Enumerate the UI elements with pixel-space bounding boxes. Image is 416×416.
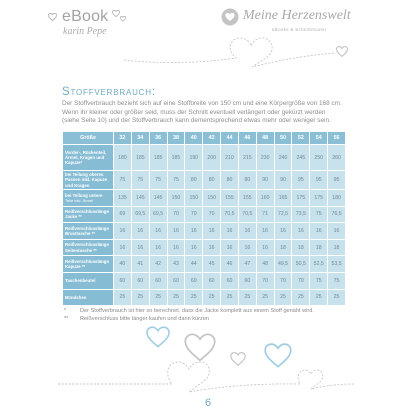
- table-cell: 43: [167, 256, 185, 273]
- table-cell: 25: [221, 289, 239, 306]
- table-cell: 25: [238, 289, 256, 306]
- table-cell: 16: [149, 223, 167, 240]
- table-cell: 16: [203, 239, 221, 256]
- table-cell: 70: [256, 272, 274, 289]
- dashed-heart-line: [58, 362, 354, 392]
- row-label-cell: [63, 272, 114, 289]
- table-row: [63, 272, 346, 289]
- table-cell: 95: [292, 171, 310, 190]
- table-cell: 25: [256, 289, 274, 306]
- footnote-text: Reißverschluss bitte länger kaufen und dann kürzen: [80, 316, 210, 322]
- table-row: [63, 223, 346, 240]
- table-cell: 69: [114, 206, 132, 223]
- row-label-cell: [63, 223, 114, 240]
- page-number: 6: [204, 397, 212, 409]
- table-cell: 69,5: [131, 206, 149, 223]
- size-column-header: 42: [203, 132, 221, 145]
- table-cell: 70: [203, 206, 221, 223]
- size-column-header: 54: [310, 132, 328, 145]
- table-body: [63, 145, 346, 306]
- heart-badge-icon: [225, 13, 234, 21]
- table-cell: 260: [328, 145, 346, 171]
- table-cell: 69,5: [149, 206, 167, 223]
- table-cell: 16: [256, 223, 274, 240]
- table-cell: 25: [114, 289, 132, 306]
- table-cell: 60: [238, 272, 256, 289]
- table-cell: 60: [114, 272, 132, 289]
- table-cell: 70: [274, 272, 292, 289]
- row-label-cell: [63, 145, 114, 171]
- table-cell: 75: [328, 272, 346, 289]
- table-header: [63, 132, 346, 145]
- table-cell: 70: [167, 206, 185, 223]
- table-row: [63, 171, 346, 190]
- table-cell: 240: [274, 145, 292, 171]
- size-header-label: Größe: [63, 132, 114, 145]
- row-label-cell: [63, 239, 114, 256]
- table-cell: 210: [221, 145, 239, 171]
- table-cell: 60: [203, 272, 221, 289]
- table-cell: 48: [256, 256, 274, 273]
- table-cell: 70,5: [221, 206, 239, 223]
- table-cell: 16: [221, 239, 239, 256]
- footnote-marker: **: [64, 316, 69, 322]
- table-cell: 150: [167, 190, 185, 207]
- heart-icon: [120, 16, 126, 21]
- table-cell: 145: [131, 190, 149, 207]
- table-cell: 44: [185, 256, 203, 273]
- table-cell: 16: [328, 223, 346, 240]
- size-column-header: 46: [238, 132, 256, 145]
- table-cell: 53,5: [328, 256, 346, 273]
- table-cell: 70,5: [238, 206, 256, 223]
- table-cell: 16: [131, 223, 149, 240]
- row-label: Bündchen: [65, 294, 87, 300]
- row-label: Reißverschlusslänge Seitentasche **: [65, 242, 109, 253]
- table-cell: 150: [203, 190, 221, 207]
- table-cell: 16: [203, 223, 221, 240]
- table-cell: 90: [256, 171, 274, 190]
- table-cell: 70: [185, 206, 203, 223]
- heart-icon: [147, 327, 169, 346]
- table-cell: 155: [221, 190, 239, 207]
- row-label-cell: [63, 190, 114, 207]
- table-cell: 16: [292, 223, 310, 240]
- intro-line: Wenn ihr kleiner oder größer seid, muss der Schnitt eventuell verlängert oder gekürzt werden: [62, 108, 326, 116]
- table-row: [63, 206, 346, 223]
- table-cell: 25: [328, 289, 346, 306]
- table-cell: 40: [114, 256, 132, 273]
- table-cell: 150: [185, 190, 203, 207]
- table-cell: 75: [310, 206, 328, 223]
- table-row: [63, 289, 346, 306]
- table-cell: 25: [149, 289, 167, 306]
- row-sublabel: Teile inkl. Ärmel: [65, 197, 94, 203]
- table-cell: 76,5: [328, 206, 346, 223]
- table-cell: 180: [114, 145, 132, 171]
- footnote: [64, 307, 314, 315]
- table-cell: 60: [185, 272, 203, 289]
- row-label: Reißverschlusslänge Kapuze **: [65, 258, 109, 270]
- table-cell: 80: [203, 171, 221, 190]
- table-cell: 16: [238, 223, 256, 240]
- row-label-cell: [63, 206, 114, 223]
- section-title: Stoffverbrauch:: [62, 86, 156, 98]
- table-cell: 190: [185, 145, 203, 171]
- table-cell: 49,5: [274, 256, 292, 273]
- table-cell: 60: [149, 272, 167, 289]
- table-cell: 16: [256, 239, 274, 256]
- table-cell: 25: [203, 289, 221, 306]
- table-cell: 47: [238, 256, 256, 273]
- table-cell: 25: [131, 289, 149, 306]
- table-cell: 155: [238, 190, 256, 207]
- table-cell: 52,5: [310, 256, 328, 273]
- table-cell: 165: [274, 190, 292, 207]
- table-cell: 180: [328, 190, 346, 207]
- table-cell: 80: [221, 171, 239, 190]
- table-cell: 80: [238, 171, 256, 190]
- row-label-cell: [63, 289, 114, 306]
- intro-line: (siehe Seite 10) und der Stoffverbrauch kann dementsprechend etwas mehr oder weniger sein.: [62, 117, 331, 125]
- table-cell: 16: [114, 239, 132, 256]
- row-label: Reißverschlusslänge Jacke **: [65, 209, 109, 220]
- table-header-row: [63, 132, 346, 145]
- table-cell: 16: [149, 239, 167, 256]
- size-column-header: 56: [328, 132, 346, 145]
- table-cell: 75: [167, 171, 185, 190]
- author-name: karin Pepe: [63, 26, 107, 37]
- row-label-cell: [63, 256, 114, 273]
- table-cell: 18: [328, 239, 346, 256]
- table-cell: 25: [274, 289, 292, 306]
- table-cell: 16: [114, 223, 132, 240]
- heart-icon: [112, 10, 119, 16]
- table-cell: 185: [131, 145, 149, 171]
- table-cell: 16: [310, 223, 328, 240]
- table-cell: 16: [221, 223, 239, 240]
- table-cell: 185: [149, 145, 167, 171]
- table-cell: 45: [203, 256, 221, 273]
- table-cell: 16: [185, 223, 203, 240]
- size-column-header: 44: [221, 132, 239, 145]
- table-cell: 16: [167, 239, 185, 256]
- row-label: bei Teilung oberes Passen inkl. Kapuze und Kragen: [65, 172, 108, 188]
- row-label: bei Teilung untere: [65, 192, 103, 198]
- row-label-cell: [63, 171, 114, 190]
- heart-icon: [231, 353, 245, 366]
- table-cell: 75: [310, 272, 328, 289]
- heart-icon: [185, 334, 214, 360]
- table-cell: 25: [185, 289, 203, 306]
- dashed-heart-line: [124, 38, 336, 67]
- table-cell: 42: [149, 256, 167, 273]
- ebook-label: eBook: [62, 8, 109, 25]
- row-label: Taschenbeutel: [65, 278, 96, 284]
- table-cell: 16: [238, 239, 256, 256]
- table-cell: 60: [167, 272, 185, 289]
- logo-badge: [222, 9, 239, 26]
- footnote: [64, 315, 314, 323]
- table-cell: 75: [114, 171, 132, 190]
- table-cell: 71: [256, 206, 274, 223]
- table-cell: 16: [274, 223, 292, 240]
- heart-icon: [48, 13, 56, 20]
- heart-icon: [336, 47, 347, 57]
- table-cell: 95: [310, 171, 328, 190]
- table-cell: 215: [238, 145, 256, 171]
- table-cell: 18: [274, 239, 292, 256]
- table-cell: 70: [292, 272, 310, 289]
- table-row: [63, 190, 346, 207]
- table-cell: 160: [256, 190, 274, 207]
- table-cell: 25: [292, 289, 310, 306]
- table-cell: 46: [221, 256, 239, 273]
- brand-name: Meine Herzenswelt: [243, 8, 351, 23]
- size-column-header: 38: [167, 132, 185, 145]
- table-cell: 175: [292, 190, 310, 207]
- row-label: Reißverschlusslänge Brusttasche **: [65, 225, 109, 236]
- heart-icon: [265, 344, 291, 367]
- size-column-header: 36: [149, 132, 167, 145]
- table-row: [63, 145, 346, 171]
- row-label: Vorder-, Rückenteil, Ärmel, Kragen und Kapuze*: [65, 149, 107, 166]
- table-cell: 230: [256, 145, 274, 171]
- table-cell: 18: [292, 239, 310, 256]
- table-cell: 41: [131, 256, 149, 273]
- table-cell: 16: [167, 223, 185, 240]
- table-cell: 60: [221, 272, 239, 289]
- table-row: [63, 239, 346, 256]
- table-cell: 250: [310, 145, 328, 171]
- table-cell: 245: [292, 145, 310, 171]
- table-cell: 75: [131, 171, 149, 190]
- size-column-header: 32: [114, 132, 132, 145]
- table-cell: 200: [203, 145, 221, 171]
- footnotes: [64, 307, 314, 323]
- table-cell: 135: [114, 190, 132, 207]
- table-cell: 72,5: [274, 206, 292, 223]
- table-cell: 75: [149, 171, 167, 190]
- table-cell: 25: [310, 289, 328, 306]
- size-column-header: 50: [274, 132, 292, 145]
- table-cell: 60: [131, 272, 149, 289]
- table-cell: 16: [131, 239, 149, 256]
- table-cell: 18: [310, 239, 328, 256]
- brand-tagline: eBooks & Schnittmuster: [272, 27, 327, 32]
- table-cell: 25: [167, 289, 185, 306]
- table-cell: 175: [310, 190, 328, 207]
- footnote-marker: *: [64, 308, 67, 314]
- intro-line: Der Stoffverbrauch bezieht sich auf eine Stoffbreite von 150 cm und eine Körpergröße von 168 cm.: [62, 100, 342, 107]
- footnote-text: Der Stoffverbrauch ist hier so berechnet, dass die Jacke komplett aus einem Stoff genäht wird.: [80, 308, 314, 314]
- size-column-header: 48: [256, 132, 274, 145]
- table-cell: 95: [328, 171, 346, 190]
- table-cell: 50,5: [292, 256, 310, 273]
- table-row: [63, 256, 346, 273]
- fabric-consumption-table: [62, 131, 346, 306]
- table-cell: 80: [185, 171, 203, 190]
- size-column-header: 34: [131, 132, 149, 145]
- table-cell: 185: [167, 145, 185, 171]
- table-cell: 16: [185, 239, 203, 256]
- table-cell: 73,5: [292, 206, 310, 223]
- table-cell: 90: [274, 171, 292, 190]
- size-column-header: 52: [292, 132, 310, 145]
- size-column-header: 40: [185, 132, 203, 145]
- table-cell: 145: [149, 190, 167, 207]
- intro-paragraph: [62, 100, 342, 126]
